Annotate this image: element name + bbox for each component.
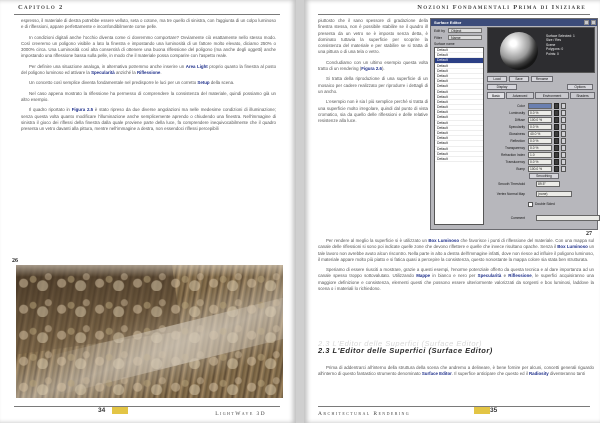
- surface-list[interactable]: [434, 47, 484, 225]
- param-label: Diffuse: [514, 118, 525, 122]
- envelope-button-icon[interactable]: [554, 152, 559, 158]
- paragraph: [318, 267, 594, 292]
- edit-by-label: Edit by: [434, 29, 445, 33]
- surface-list-item[interactable]: Default: [435, 90, 483, 95]
- paragraph: [318, 238, 594, 263]
- surface-editor-screenshot: [430, 18, 598, 230]
- text-run: Prima di addentrarci all'interno della struttura della scena che andremo a delineare, è bene fornire per alcuni, concetti generali riguardo all'interno di questo fantastico strumento denominato: [318, 365, 594, 377]
- surface-list-item[interactable]: Default: [435, 74, 483, 79]
- envelope-button-icon[interactable]: [554, 117, 559, 123]
- param-row: [487, 138, 595, 145]
- surface-list-item[interactable]: Default: [435, 84, 483, 89]
- param-value-input[interactable]: 0.0 %: [528, 159, 552, 165]
- right-body-text-bottom: [318, 365, 594, 382]
- text-run: diventeranno tanti: [548, 371, 585, 377]
- mosaic-photo: [16, 265, 283, 398]
- text-run: , le superfici acquisiranno una maggiore definizione e consistenza, elementi questi che possono essere ulteriormente valorizzati da sorgenti e box luminosi, laddove la scena o i materiali lo richiedono.: [318, 273, 594, 292]
- paragraph: [318, 60, 428, 73]
- double-sided-row: [487, 201, 595, 208]
- surface-list-header: Surface name: [434, 42, 455, 46]
- surface-list-item[interactable]: Default: [435, 126, 483, 131]
- envelope-button-icon[interactable]: [554, 131, 559, 137]
- surface-list-item[interactable]: Default: [435, 152, 483, 157]
- param-label: Translucency: [505, 160, 525, 164]
- surface-preview: [487, 27, 595, 73]
- param-value-input[interactable]: 100.0 %: [528, 117, 552, 123]
- text-run: è stato ripreso da due diverse angolazioni ma nelle medesime condizioni di illuminazione; senza questa volta quanto modificare l'illuminazione anche semplicemente aprendo o chiudendo una finestra. Nell'immagine di sinistra il gioco dei riflessi della finestra dalla quale proviene parte della luce, fa comprendere inequivocabilmente che il quadro presenta un vetro davanti alla pittura, mentre nell'immagine a destra, non essendoci riflessi percepibili: [21, 107, 276, 132]
- surface-list-item[interactable]: Default: [435, 69, 483, 74]
- filter-select[interactable]: Name: [448, 35, 482, 40]
- smoothing-button[interactable]: Smoothing: [529, 173, 559, 179]
- comment-input[interactable]: [536, 215, 600, 221]
- right-footer-label: Architectural Rendering: [318, 411, 411, 417]
- texture-button-icon[interactable]: [561, 145, 566, 151]
- highlighted-term: Area Light: [185, 63, 208, 69]
- param-value-input[interactable]: 0.0 %: [528, 124, 552, 130]
- highlighted-term: Specularità: [91, 70, 115, 76]
- paragraph: [21, 18, 276, 31]
- right-header-rule: [318, 14, 590, 15]
- param-label: Reflection: [510, 139, 525, 143]
- surface-list-item[interactable]: Default: [435, 141, 483, 146]
- tab-shaders[interactable]: Shaders: [570, 92, 595, 99]
- envelope-button-icon[interactable]: [554, 159, 559, 165]
- text-run: della scena.: [209, 80, 235, 86]
- param-label: Color: [517, 104, 525, 108]
- text-run: Concludiamo con un ultimo esempio questa volta tratto di un rendering (: [318, 59, 428, 72]
- surface-list-item[interactable]: Default: [435, 121, 483, 126]
- text-run: piuttosto che il sano spessore di gradazione della finestra stessa, non è possibile stabilire se il quadro ill presenta da un vetro se è imposto senza detta, è dominato tuttavia la superficie per scoprire la consistenza del materiale e per stabilire se si tratta di una pittura o di una tela o vetro.: [318, 18, 428, 55]
- right-body-text-wide: [318, 238, 594, 296]
- comment-row: [487, 215, 595, 222]
- highlighted-term: Figura 2.5: [71, 107, 94, 113]
- surface-list-item[interactable]: Default: [435, 58, 483, 63]
- rename-button[interactable]: Rename: [531, 76, 553, 82]
- left-header-rule: [14, 14, 280, 15]
- surface-list-item[interactable]: Default: [435, 136, 483, 141]
- surface-editor-title: Surface Editor: [434, 20, 462, 25]
- texture-button-icon[interactable]: [561, 131, 566, 137]
- highlighted-term: Box Luminoso: [557, 244, 588, 250]
- text-run: Nel caso appena mostrato la riflessione ha permesso di comprendere la consistenza del materiale, quindi possiamo già un altro esempio.: [21, 90, 276, 102]
- paragraph: [21, 107, 276, 132]
- right-running-head: Nozioni Fondamentali Prima di Iniziare: [417, 4, 586, 11]
- highlighted-term: Figura 2.6: [361, 66, 382, 72]
- paragraph: [318, 18, 428, 56]
- text-run: . Il superfice anticipare che questo ed il: [451, 371, 529, 377]
- texture-button-icon[interactable]: [561, 152, 566, 158]
- surface-list-item[interactable]: Default: [435, 105, 483, 110]
- left-page: [0, 0, 296, 423]
- texture-button-icon[interactable]: [561, 117, 566, 123]
- param-label: Luminosity: [509, 111, 525, 115]
- smooth-threshold-input[interactable]: 89.5°: [536, 181, 560, 187]
- section-heading-ghost: 2.3 L'Editor delle Superfici (Surface Editor): [318, 339, 483, 348]
- highlighted-term: Specularità: [477, 273, 502, 279]
- param-label: Specularity: [508, 125, 525, 129]
- envelope-button-icon[interactable]: [554, 103, 559, 109]
- right-page-number-tab: [474, 407, 490, 414]
- texture-button-icon[interactable]: [561, 103, 566, 109]
- text-run: un tale lavoro non avrebbe avuto alcun riscontro. Nella parte in alto a destra dell'immagine infatti, dove non riesce ad influire il poligono luminoso, il materiale appare molto più piatto e si fatica quasi a percepire la consistenza, questo nonostante la mappa colore sia stata ben strutturata.: [318, 244, 595, 262]
- left-footer-label: LightWave 3D: [215, 411, 266, 417]
- param-value-input[interactable]: 40.0 %: [528, 131, 552, 137]
- paragraph: [21, 91, 276, 104]
- texture-button-icon[interactable]: [561, 166, 566, 172]
- tab-basic[interactable]: Basic: [487, 92, 505, 99]
- vertex-normal-row: [487, 191, 595, 198]
- text-run: e: [501, 273, 509, 279]
- param-label: Bump: [516, 167, 525, 171]
- param-label: Refraction Index: [500, 153, 525, 157]
- paragraph: [21, 80, 276, 86]
- texture-button-icon[interactable]: [561, 138, 566, 144]
- surface-list-item[interactable]: Default: [435, 79, 483, 84]
- param-value-input[interactable]: 0.0 %: [528, 110, 552, 116]
- text-run: anziché la: [114, 70, 137, 76]
- smooth-threshold-row: [487, 181, 595, 188]
- text-run: Speriamo di essere riusciti a mostrare, grazie a questi esempi, l'enorme potenziale offerto da questa tecnica e al dare importanza ad un canale spesso troppo sottovalutato. Utilizzando: [318, 267, 594, 279]
- tab-environment[interactable]: Environment: [535, 92, 569, 99]
- texture-button-icon[interactable]: [561, 110, 566, 116]
- param-value-input[interactable]: 0.0 %: [528, 138, 552, 144]
- color-swatch[interactable]: [528, 103, 552, 109]
- left-page-marker: 26: [12, 258, 18, 264]
- right-page-marker: 27: [586, 231, 592, 237]
- envelope-button-icon[interactable]: [554, 166, 559, 172]
- envelope-button-icon[interactable]: [554, 124, 559, 130]
- vertex-normal-select[interactable]: (none): [536, 191, 572, 197]
- texture-button-icon[interactable]: [561, 124, 566, 130]
- paragraph: [318, 99, 428, 124]
- surface-list-item[interactable]: Default: [435, 131, 483, 136]
- text-run: Si tratta della riproduzione di una superficie di un mosaico per cadere realizzato per riprodurre i dettagli di un ancho.: [318, 76, 428, 94]
- highlighted-term: Riflessione: [136, 70, 161, 76]
- surface-list-item[interactable]: Default: [435, 147, 483, 152]
- text-run: Per definire una situazione analoga, in alternativa potremmo anche inserire un: [29, 63, 186, 69]
- envelope-button-icon[interactable]: [554, 145, 559, 151]
- surface-list-item[interactable]: Default: [435, 157, 483, 162]
- mosaic-photo-edge: [16, 265, 283, 277]
- smooth-threshold-label: Smooth Threshold: [498, 182, 525, 186]
- minimize-icon[interactable]: [584, 20, 589, 25]
- highlighted-term: Radiosity: [528, 371, 549, 377]
- surface-list-item[interactable]: Default: [435, 95, 483, 100]
- paragraph: [21, 35, 276, 60]
- text-run: .: [160, 70, 162, 76]
- envelope-button-icon[interactable]: [554, 138, 559, 144]
- preview-info: [546, 34, 575, 56]
- surface-list-item[interactable]: Default: [435, 48, 483, 53]
- text-run: ).: [381, 66, 385, 72]
- param-value-input[interactable]: 0.0 %: [528, 145, 552, 151]
- envelope-button-icon[interactable]: [554, 110, 559, 116]
- highlighted-term: Box Luminoso: [428, 238, 460, 243]
- close-icon[interactable]: [591, 20, 596, 25]
- paragraph: [318, 76, 428, 95]
- param-row: [487, 110, 595, 117]
- left-running-head: Capitolo 2: [18, 4, 64, 11]
- param-row: [487, 117, 595, 124]
- right-body-text-narrow: [318, 18, 428, 128]
- left-body-text: [21, 18, 276, 136]
- preview-info-line: Size / Res: [546, 38, 562, 43]
- surface-list-item[interactable]: Default: [435, 115, 483, 120]
- param-row: [487, 145, 595, 152]
- preview-info-line: Polygons: 0: [546, 47, 564, 52]
- left-page-number: 34: [98, 407, 106, 414]
- text-run: Un concetto così semplice diventa fondamentale nel predisporre le luci per un corretto: [29, 80, 198, 86]
- left-page-number-tab: [112, 407, 128, 414]
- left-footer-rule: [14, 406, 280, 407]
- preview-info-line: Scene: [546, 42, 556, 47]
- tab-advanced[interactable]: Advanced: [506, 92, 534, 99]
- preview-sphere: [500, 32, 538, 70]
- filter-label: Filter: [434, 36, 442, 40]
- text-run: in bianco e nero per: [430, 273, 478, 279]
- text-run: Per rendere al meglio la superficie si è utilizzato un: [326, 238, 429, 243]
- right-page-number: 35: [490, 407, 498, 414]
- surface-list-item[interactable]: Default: [435, 64, 483, 69]
- preview-info-line: Surface Selected: 1: [546, 34, 575, 38]
- highlighted-term: Surface Editor: [421, 371, 452, 377]
- param-row: [487, 152, 595, 159]
- param-value-input[interactable]: 100.0 %: [528, 166, 552, 172]
- text-run: Il quadro riportato in: [29, 107, 72, 113]
- comment-label: Comment: [510, 216, 525, 220]
- param-row: [487, 159, 595, 166]
- paragraph: [21, 64, 276, 77]
- param-row: [487, 131, 595, 138]
- edit-by-select[interactable]: Object: [448, 28, 482, 33]
- double-sided-checkbox[interactable]: [528, 202, 533, 207]
- text-run: proprio quanto la finestra al posto del poligono luminoso ed attivare la: [21, 63, 277, 76]
- text-run: In condizioni digitali anche l'occhio diventa come ci dovremmo comportare? Ovviamente ciò esattamente nello stesso modo. Così creeremo un poligono visibile a lato la finestra e impostando una luminosità di un fattore molto elevato, diciamo 250% o 3000% circa. Una Luminosità così alta consentirà di ottenere una buona riflessione del poligono (ma anche degli oggetti) anche impostando una riflessione bassa sulla pelle, in modo che il materiale possa comparire con l'aspetto reale.: [21, 34, 276, 59]
- text-run: espresso, il materiale di destra potrebbe essere velluto, seta o cotone, ma tre quello di sinistra, con l'aggiunta di un colpo luminoso e di riflessioni, appare perfettamente e inconfondibilmente come pelle.: [21, 18, 276, 30]
- surface-list-item[interactable]: Default: [435, 110, 483, 115]
- surface-editor-tabs: [487, 92, 595, 99]
- highlighted-term: Riflessione: [508, 273, 532, 279]
- param-value-input[interactable]: 1.0: [528, 152, 552, 158]
- texture-button-icon[interactable]: [561, 159, 566, 165]
- highlighted-term: Setup: [197, 80, 210, 86]
- text-run: che favorisce i punti di riflessione del materiale. Con una mappa sul canale delle riflessioni si sono poi indicate quelle zone che devono riflettere e quelle che invece risultano opache. Senza il: [318, 238, 594, 250]
- highlighted-term: Mappe: [416, 273, 431, 279]
- surface-list-item[interactable]: Default: [435, 53, 483, 58]
- preview-info-line: Points: 0: [546, 51, 559, 56]
- right-page: [304, 0, 600, 423]
- vertex-normal-label: Vertex Normal Map: [496, 192, 525, 196]
- save-button[interactable]: Save: [509, 76, 529, 82]
- param-label: Transparency: [504, 146, 525, 150]
- paragraph: [318, 365, 594, 378]
- param-row: [487, 124, 595, 131]
- display-button[interactable]: Display: [487, 84, 517, 90]
- section-heading: 2.3 L'Editor delle Superfici (Surface Editor): [318, 346, 493, 355]
- param-row: [487, 166, 595, 173]
- param-label: Glossiness: [508, 132, 525, 136]
- param-row: [487, 103, 595, 110]
- surface-editor-title-bar: [431, 19, 597, 26]
- load-button[interactable]: Load: [487, 76, 507, 82]
- double-sided-label: Double Sided: [535, 202, 555, 206]
- text-run: L'esempio non è sia l più semplice perché si tratta di una superficie molto irregolare, quindi dal punto di vista cromatico, sia da quello delle riflessioni e delle relative resistenze alla luce.: [318, 99, 428, 124]
- surface-list-item[interactable]: Default: [435, 100, 483, 105]
- options-button[interactable]: Options: [567, 84, 593, 90]
- right-footer-rule: [318, 406, 590, 407]
